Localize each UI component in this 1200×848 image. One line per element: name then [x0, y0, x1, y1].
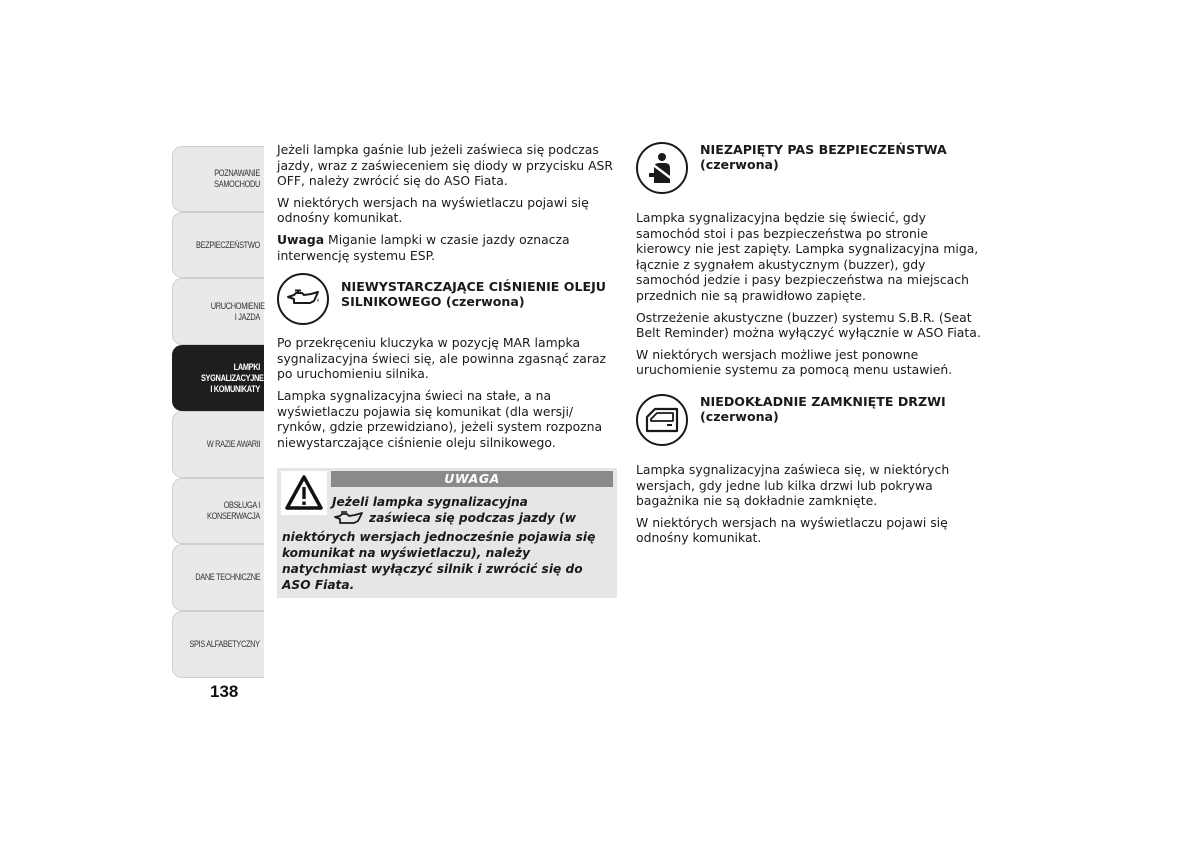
tab-lampki-sygnalizacyjne[interactable]: LAMPKI SYGNALIZACYJNE I KOMUNIKATY — [172, 345, 264, 411]
warning-title: UWAGA — [331, 471, 613, 487]
oil-pressure-inline-icon — [332, 511, 366, 529]
warning-box — [277, 468, 617, 598]
door-title: NIEDOKŁADNIE ZAMKNIĘTE DRZWI (czerwona) — [700, 393, 946, 424]
warning-text: Jeżeli lampka sygnalizacyjna zaświeca się podczas jazdy (w niektórych wersjach jednocześnie pojawia się komunikat na wyświetlaczu), należy natychmiast wyłączyć silnik i zwrócić się do ASO Fiata. — [282, 495, 596, 593]
seatbelt-title: NIEZAPIĘTY PAS BEZPIECZEŃSTWA (czerwona) — [700, 142, 947, 172]
paragraph-belt-2: Ostrzeżenie akustyczne (buzzer) systemu S.B.R. (Seat Belt Reminder) można wyłączyć wyłącznie w ASO Fiata. — [636, 309, 981, 341]
paragraph-belt-3: W niektórych wersjach możliwe jest ponowne uruchomienie systemu za pomocą menu ustawień. — [636, 346, 953, 378]
paragraph-belt-1: Lampka sygnalizacyjna będzie się świecić, gdy samochód stoi i pas bezpieczeństwa po stronie kierowcy nie jest zapięty. Lampka sygnalizacyjna miga, łącznie z sygnałem akustycznym (buzzer), gdy samochód jedzie i pasy bezpieczeństwa na miejscach przednich nie są prawidłowo zapięte. — [636, 210, 979, 303]
tab-obsluga-i-konserwacja[interactable]: OBSŁUGA I KONSERWACJA — [172, 478, 264, 544]
page-number: 138 — [210, 682, 239, 701]
tab-dane-techniczne[interactable]: DANE TECHNICZNE — [172, 544, 264, 611]
door-heading — [636, 394, 981, 446]
paragraph-door-1: Lampka sygnalizacyjna zaświeca się, w niektórych wersjach, gdy jedne lub kilka drzwi lub pokrywa bagażnika nie są dokładnie zamknięte. — [636, 461, 950, 509]
tab-uruchomienie-i-jazda[interactable]: URUCHOMIENIE I JAZDA — [172, 278, 264, 345]
paragraph-uwaga-esp: Uwaga Miganie lampki w czasie jazdy oznacza interwencję systemu ESP. — [277, 231, 570, 263]
oil-pressure-icon — [277, 273, 329, 325]
paragraph-door-2: W niektórych wersjach na wyświetlaczu pojawi się odnośny komunikat. — [636, 514, 948, 546]
right-column — [636, 142, 981, 552]
tab-spis-alfabetyczny[interactable]: SPIS ALFABETYCZNY — [172, 611, 264, 678]
paragraph-oil-2: Lampka sygnalizacyjna świeci na stałe, a na wyświetlaczu pojawia się komunikat (dla wersji/ rynków, gdzie przewidziano), jeżeli system rozpozna niewystarczające ciśnienie oleju silnikowego. — [277, 387, 603, 450]
tab-w-razie-awarii[interactable]: W RAZIE AWARII — [172, 411, 264, 478]
seatbelt-heading — [636, 142, 981, 194]
door-open-icon — [636, 394, 688, 446]
oil-pressure-heading — [277, 273, 617, 325]
paragraph-oil-1: Po przekręceniu kluczyka w pozycję MAR lampka sygnalizacyjna świeci się, ale powinna zgasnąć zaraz po uruchomieniu silnika. — [277, 335, 607, 382]
left-column — [277, 142, 617, 598]
tab-bezpieczenstwo[interactable]: BEZPIECZEŃSTWO — [172, 212, 264, 278]
paragraph-asr: Jeżeli lampka gaśnie lub jeżeli zaświeca się podczas jazdy, wraz z zaświeceniem się diody w przycisku ASR OFF, należy zwrócić się do ASO Fiata. — [277, 142, 614, 189]
tab-poznawanie-samochodu[interactable]: POZNAWANIE SAMOCHODU — [172, 146, 264, 212]
paragraph-komunikat: W niektórych wersjach na wyświetlaczu pojawi się odnośny komunikat. — [277, 194, 589, 226]
seatbelt-icon — [636, 142, 688, 194]
oil-pressure-title: NIEWYSTARCZAJĄCE CIŚNIENIE OLEJU SILNIKOWEGO (czerwona) — [341, 279, 607, 310]
